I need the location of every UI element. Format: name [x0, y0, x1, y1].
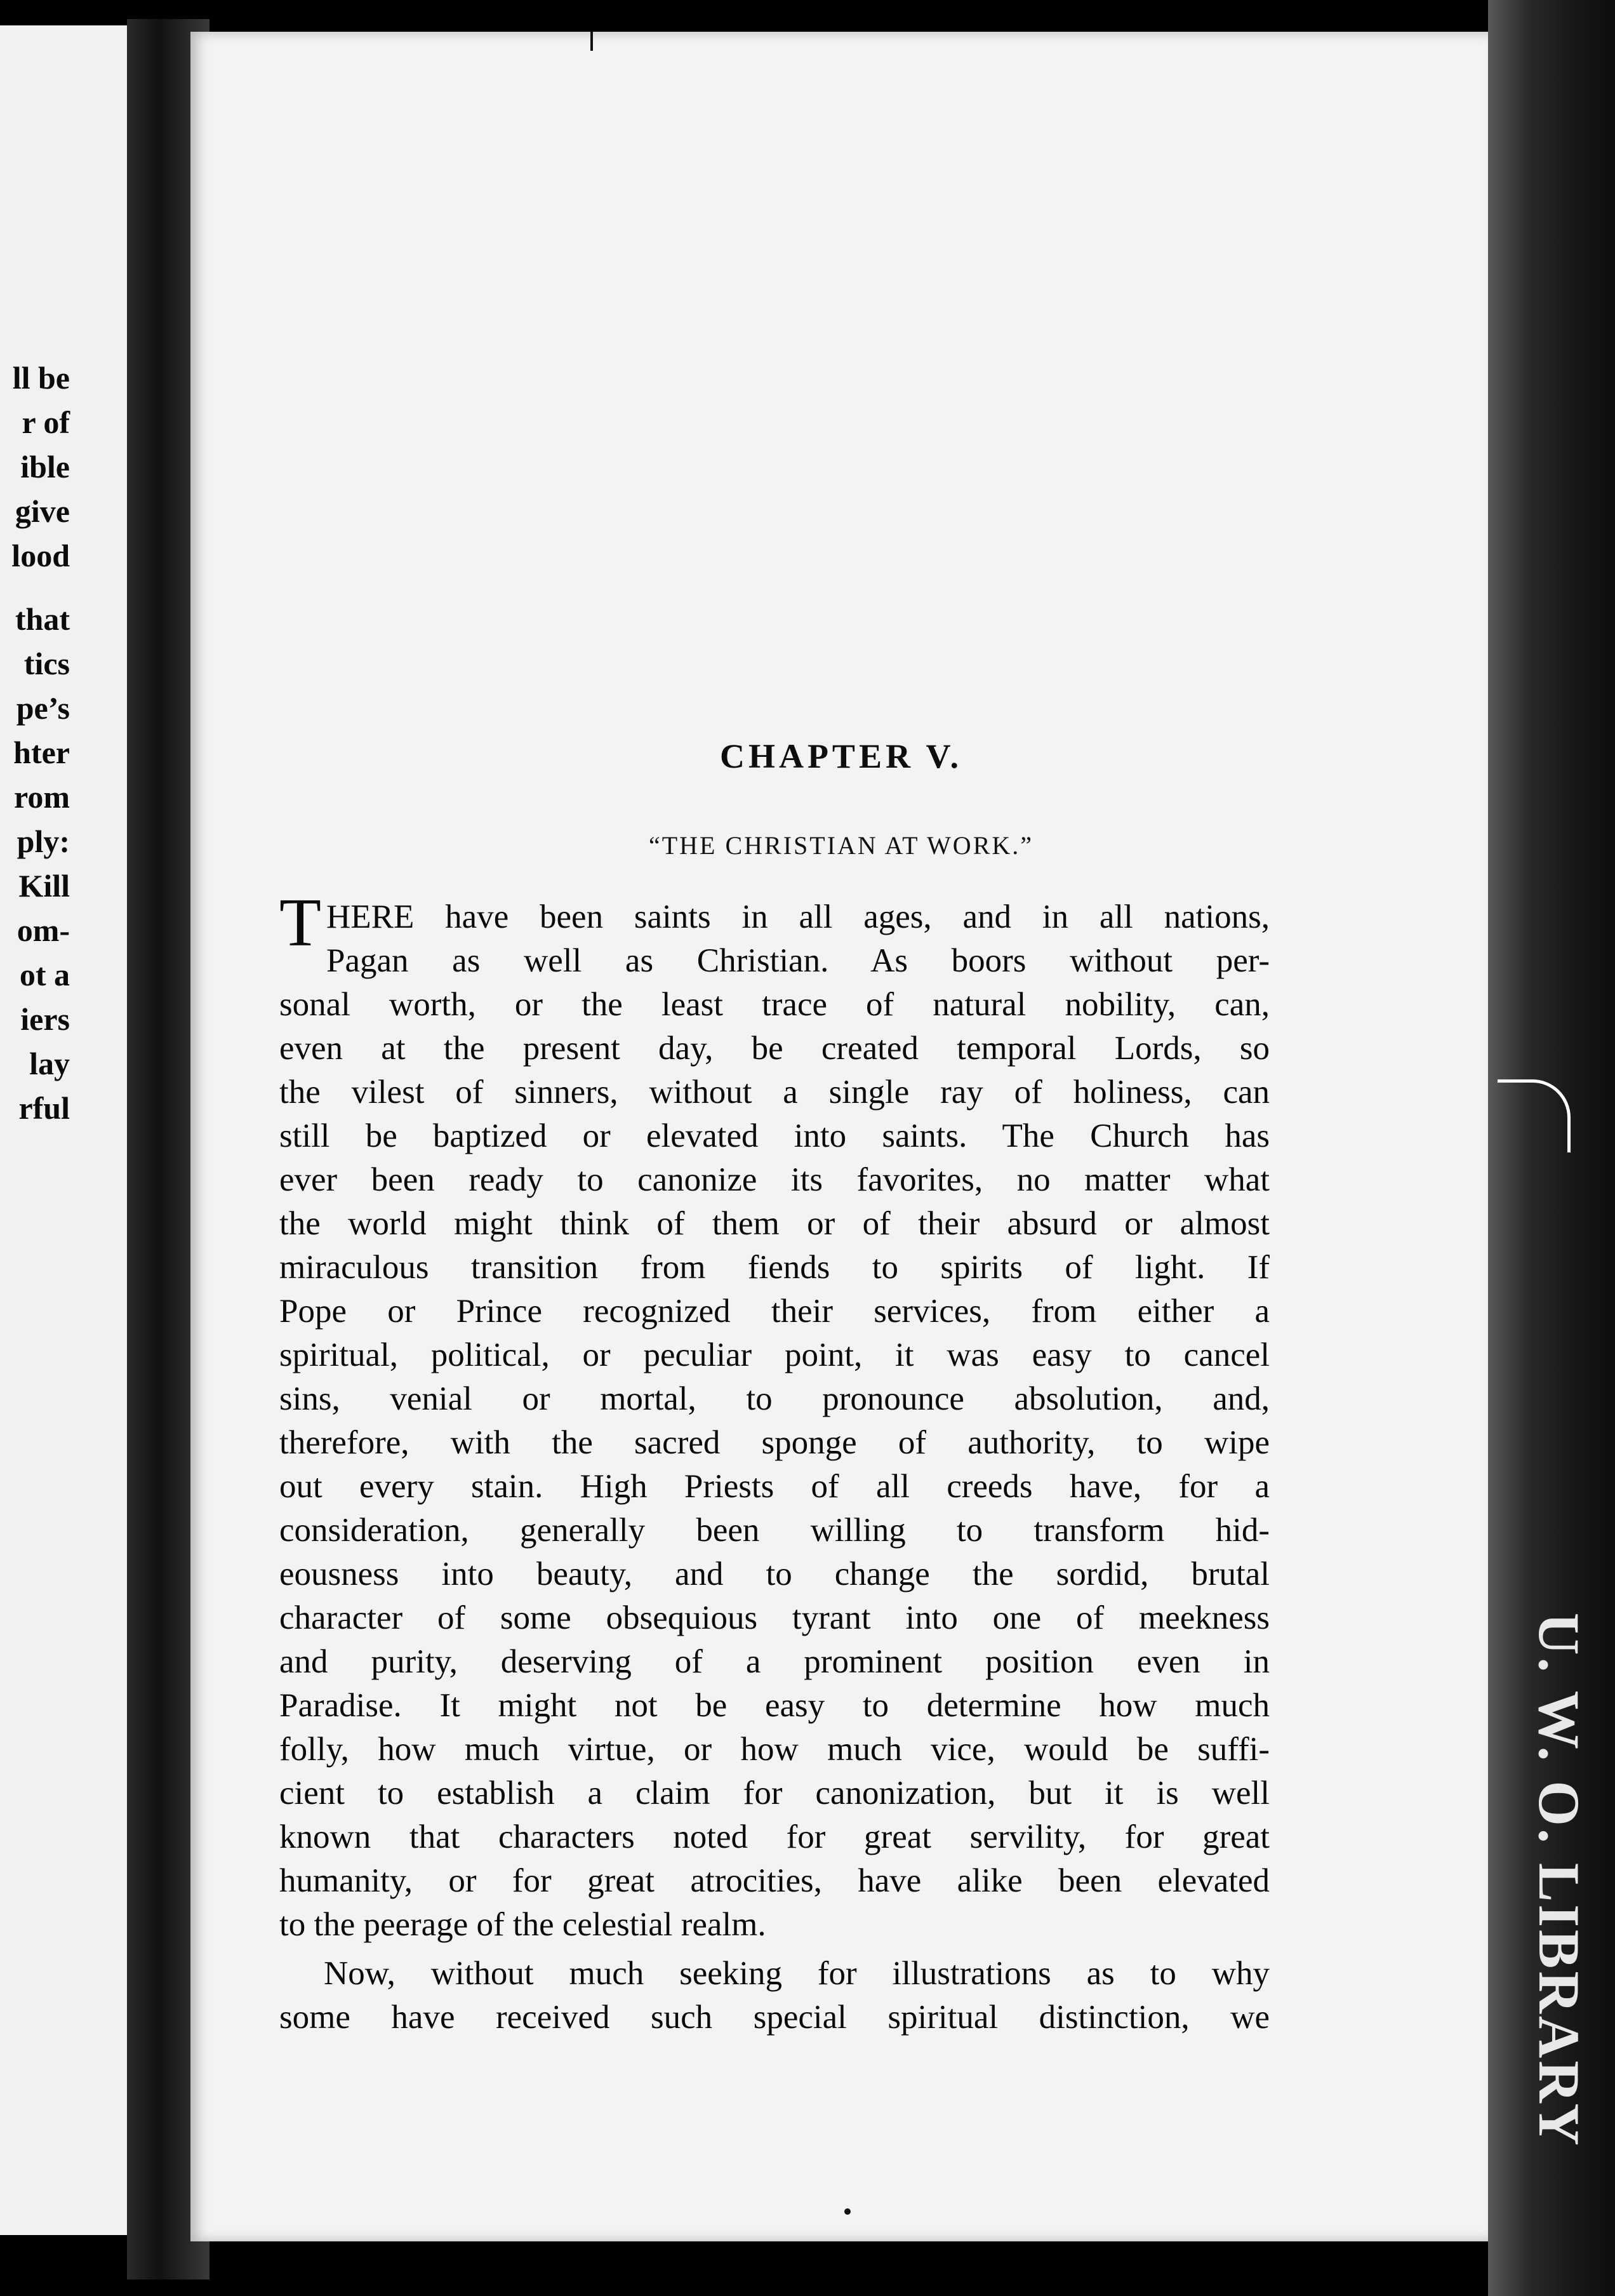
- left-line: pe’s: [16, 690, 70, 726]
- text-line: the world might think of them or of their absurd or almost: [279, 1205, 1270, 1242]
- left-line: r of: [22, 404, 70, 440]
- chapter-subtitle: “THE CHRISTIAN AT WORK.”: [648, 831, 1034, 860]
- clip-mark: [1498, 1079, 1571, 1152]
- text-line: and purity, deserving of a prominent position even in: [279, 1643, 1270, 1680]
- body-text: [279, 885, 1270, 2039]
- left-line: lay: [29, 1046, 70, 1081]
- text-line: out every stain. High Priests of all creeds have, for a: [279, 1468, 1270, 1505]
- left-line: ply:: [17, 824, 70, 859]
- text-line: Now, without much seeking for illustrations as to why: [324, 1955, 1270, 1992]
- text-line: to the peerage of the celestial realm.: [279, 1906, 766, 1943]
- library-stamp: U. W. O. LIBRARY: [1527, 1613, 1592, 2148]
- left-line: that: [15, 601, 70, 637]
- left-line: iers: [20, 1001, 70, 1037]
- text-line: folly, how much virtue, or how much vice, would be suffi-: [279, 1731, 1270, 1768]
- text-line: the vilest of sinners, without a single ray of holiness, can: [279, 1074, 1270, 1111]
- page-edge: [1488, 0, 1615, 2296]
- left-line: om-: [17, 912, 70, 948]
- text-line: therefore, with the sacred sponge of authority, to wipe: [279, 1424, 1270, 1461]
- text-line: even at the present day, be created temporal Lords, so: [279, 1030, 1270, 1067]
- left-line: rom: [14, 779, 70, 815]
- text-line: eousness into beauty, and to change the sordid, brutal: [279, 1556, 1270, 1592]
- text-line: cient to establish a claim for canonization, but it is well: [279, 1775, 1270, 1812]
- text-line: THERE have been saints in all ages, and in all nations,: [279, 885, 1270, 961]
- left-line: ot a: [19, 957, 70, 992]
- left-page-text: [0, 356, 70, 1130]
- text-line: ever been ready to canonize its favorites, no matter what: [279, 1161, 1270, 1198]
- text-line: spiritual, political, or peculiar point, it was easy to cancel: [279, 1337, 1270, 1373]
- text-line: character of some obsequious tyrant into one of meekness: [279, 1599, 1270, 1636]
- left-line: rful: [18, 1090, 70, 1126]
- chapter-title: CHAPTER V.: [719, 737, 963, 775]
- main-page: [190, 32, 1492, 2241]
- left-line: ll be: [12, 360, 70, 396]
- left-line: give: [15, 493, 70, 529]
- text-line: Paradise. It might not be easy to determine how much: [279, 1687, 1270, 1724]
- text-line: some have received such special spiritual distinction, we: [279, 1999, 1270, 2036]
- text-line: Pope or Prince recognized their services, from either a: [279, 1293, 1270, 1330]
- text-line: miraculous transition from fiends to spirits of light. If: [279, 1249, 1270, 1286]
- left-line: tics: [23, 646, 70, 681]
- text-line: humanity, or for great atrocities, have alike been elevated: [279, 1862, 1270, 1899]
- drop-cap: T: [279, 885, 321, 961]
- text-line: sonal worth, or the least trace of natural nobility, can,: [279, 986, 1270, 1023]
- page-mark: [844, 2208, 851, 2215]
- left-line: Kill: [18, 868, 70, 904]
- left-line: hter: [13, 735, 70, 770]
- text-line: Pagan as well as Christian. As boors without per-: [326, 942, 1270, 979]
- left-line: lood: [11, 538, 70, 573]
- top-mark: [590, 32, 593, 51]
- text-line: known that characters noted for great servility, for great: [279, 1819, 1270, 1855]
- left-line: ible: [20, 449, 70, 484]
- text-line: sins, venial or mortal, to pronounce absolution, and,: [279, 1380, 1270, 1417]
- text-line: still be baptized or elevated into saints. The Church has: [279, 1118, 1270, 1154]
- text-line: consideration, generally been willing to transform hid-: [279, 1512, 1270, 1549]
